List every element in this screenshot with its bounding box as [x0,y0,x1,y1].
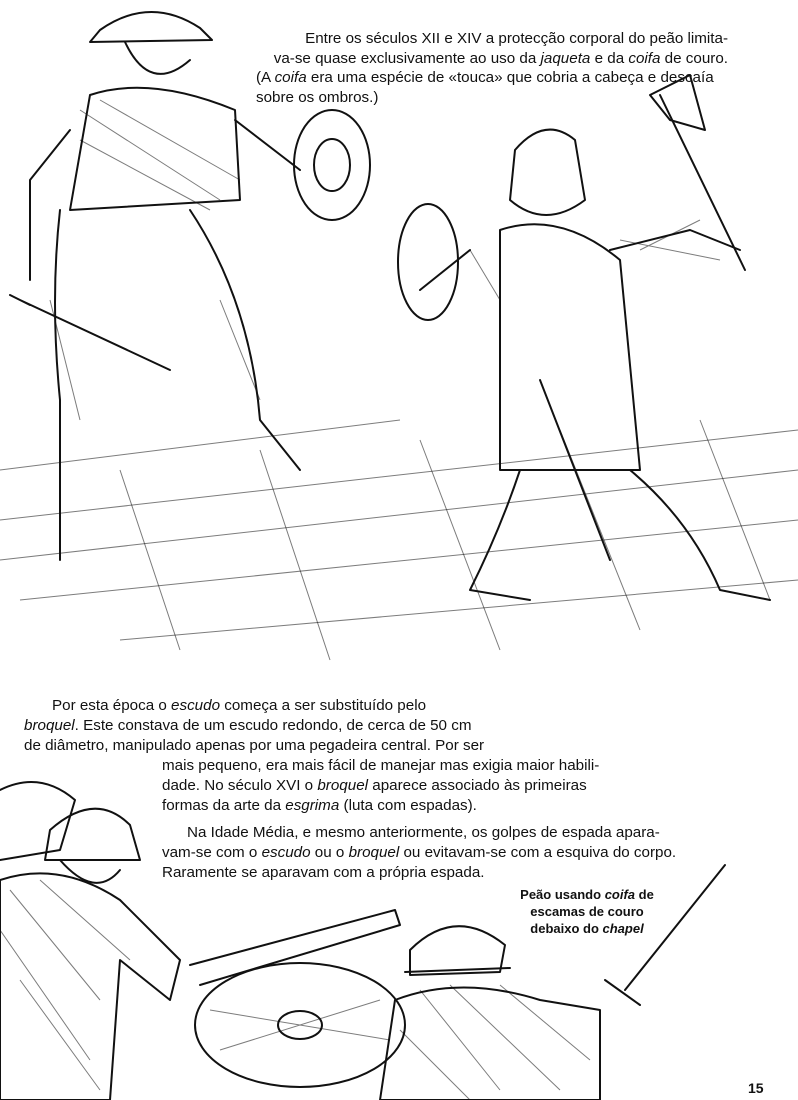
caption-line-1a: Peão usando [520,887,605,902]
term-esgrima: esgrima [285,797,340,814]
coif-shape [510,130,585,215]
term-coifa: coifa [274,69,307,86]
escudo-line-5b: aparece associado às primeiras [368,777,587,794]
escudo-line-6b: (luta com espadas). [339,797,477,814]
golpes-line-3: Raramente se aparavam com a própria espada. [162,864,485,881]
round-shield-shape [195,963,405,1087]
intro-line-2b: e da [590,49,629,67]
intro-line-1: Entre os séculos XII e XIV a protecção corporal do peão limita- [305,30,728,47]
caption-line-2: escamas de couro [530,904,644,919]
term-escudo: escudo [261,844,311,861]
term-chapel: chapel [602,921,644,936]
term-broquel: broquel [317,777,369,794]
golpes-line-2b: ou o [310,844,349,861]
intro-line-3a: (A [256,69,275,86]
term-jaqueta: jaqueta [540,49,591,67]
escudo-line-1b: começa a ser substituído pelo [220,697,427,714]
escudo-line-5a: dade. No século XVI o [162,777,318,794]
term-broquel: broquel [348,844,400,861]
escudo-line-6a: formas da arte da [162,797,286,814]
intro-line-2a: va-se quase exclusivamente ao uso da [273,49,541,67]
golpes-line-2c: ou evitavam-se com a esquiva do corpo. [399,844,677,861]
buckler-shape [398,204,458,320]
buckler-shape [294,110,370,220]
helmet-shape [90,12,212,42]
page-number: 15 [748,1080,764,1096]
intro-paragraph [242,29,728,107]
escudo-line-1a: Por esta época o [52,697,172,714]
helmet-shape [45,809,140,860]
chapel-helmet-shape [410,926,505,975]
stone-floor [0,420,798,660]
illustration-caption [507,886,667,937]
intro-line-4: sobre os ombros.) [256,88,379,106]
golpes-line-1: Na Idade Média, e mesmo anteriormente, os golpes de espada apara- [187,824,660,841]
escudo-line-2: . Este constava de um escudo redondo, de cerca de 50 cm [74,717,472,734]
caption-line-1b: de [635,887,654,902]
term-broquel: broquel [24,717,75,734]
broadsword-shape [190,910,400,985]
right-soldier [398,75,770,600]
escudo-line-3: de diâmetro, manipulado apenas por uma pegadeira central. Por ser [24,737,485,754]
term-coifa: coifa [628,49,661,67]
caption-line-3a: debaixo do [530,921,603,936]
term-escudo: escudo [171,697,221,714]
intro-line-2c: de couro. [660,49,728,67]
escudo-line-4: mais pequeno, era mais fácil de manejar mas exigia maior habili- [162,757,600,774]
golpes-line-2a: vam-se com o [162,844,262,861]
term-coifa: coifa [604,887,636,902]
sword-shape [10,295,170,370]
intro-line-3b: era uma espécie de «touca» que cobria a cabeça e descaía [306,69,714,86]
